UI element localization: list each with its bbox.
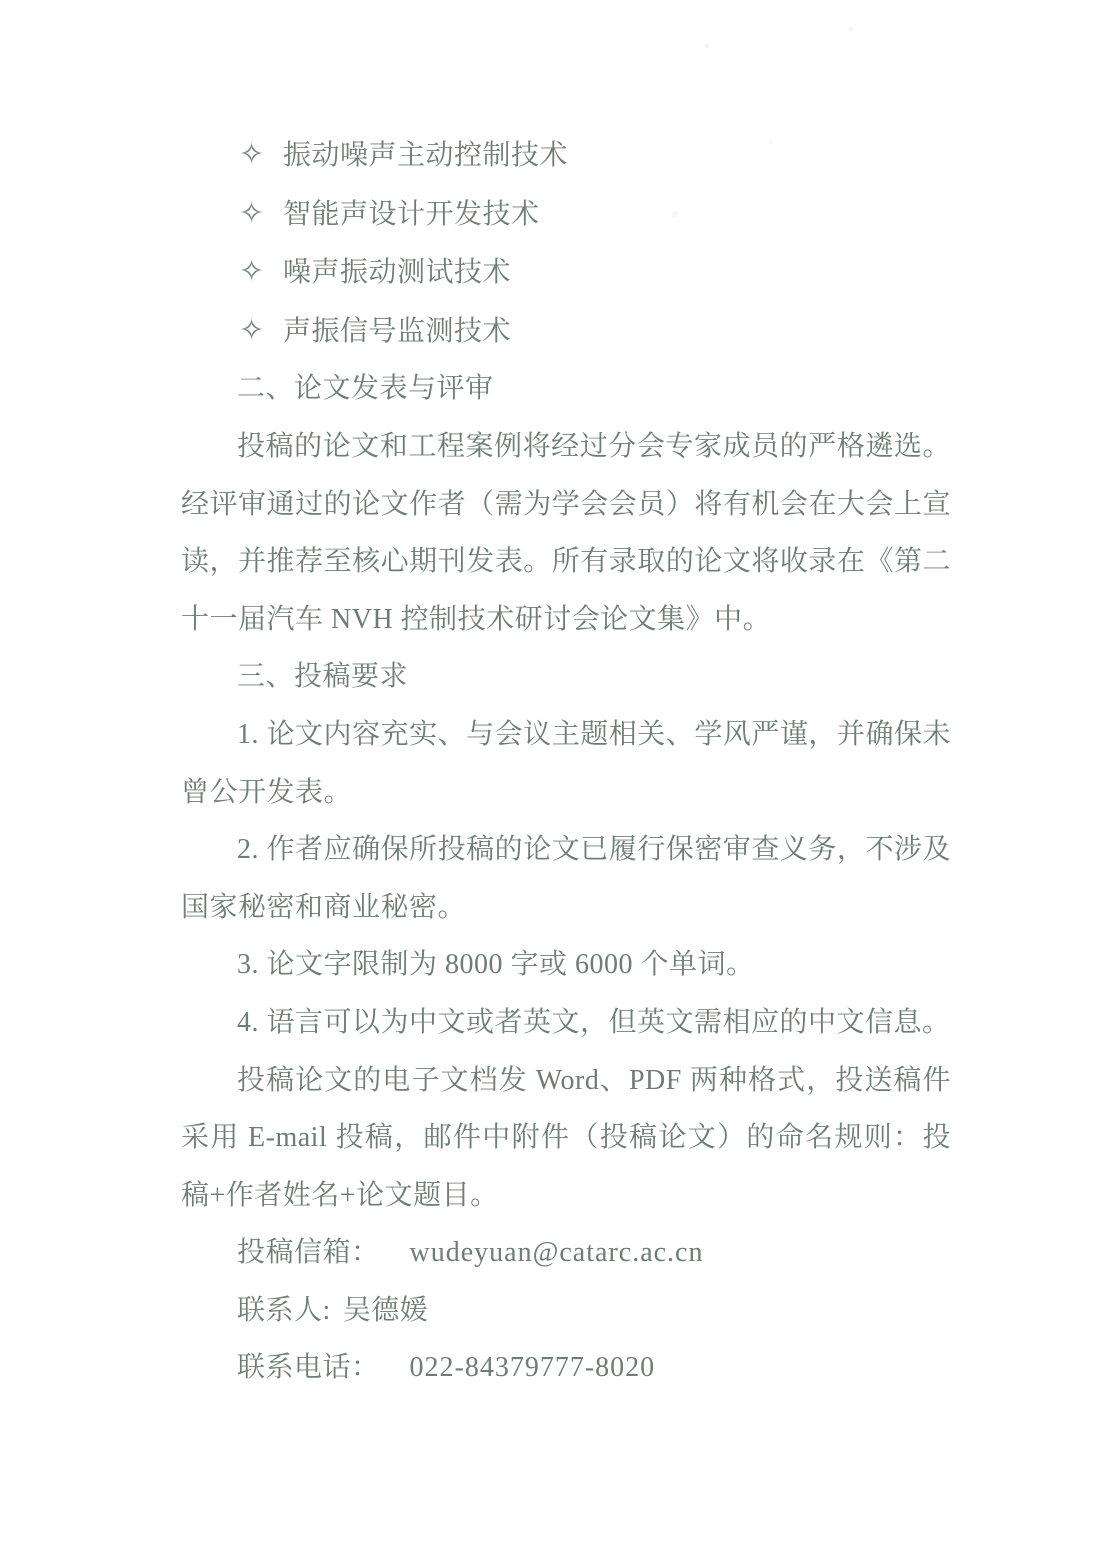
contact-phone-label: 联系电话： [237, 1352, 380, 1384]
contact-person-label: 联系人: [237, 1294, 331, 1326]
list-item [239, 185, 951, 244]
topic-label: 噪声振动测试技术 [283, 257, 512, 289]
paragraph-review: 投稿的论文和工程案例将经过分会专家成员的严格遴选。经评审通过的论文作者（需为学会会员）将有机会在大会上宣读，并推荐至核心期刊发表。所有录取的论文将收录在《第二十一届汽车 NVH 控制技术研讨会论文集》中。 [181, 430, 951, 635]
diamond-bullet-icon: ✧ [239, 138, 265, 171]
requirement-item-2: 2. 作者应确保所投稿的论文已履行保密审查义务，不涉及国家秘密和商业秘密。 [181, 834, 951, 923]
topic-list [181, 126, 951, 360]
diamond-bullet-icon: ✧ [239, 255, 265, 289]
contact-phone-value: 022-84379777-8020 [409, 1352, 656, 1384]
requirement-item-1: 1. 论文内容充实、与会议主题相关、学风严谨，并确保未曾公开发表。 [181, 718, 951, 808]
diamond-bullet-icon: ✧ [239, 196, 265, 230]
contact-person-value: 吴德媛 [342, 1294, 429, 1326]
topic-label: 声振信号监测技术 [283, 315, 512, 347]
list-item [239, 302, 951, 361]
document-body [181, 126, 951, 1397]
topic-label: 智能声设计开发技术 [283, 198, 540, 230]
contact-phone-line [181, 1339, 951, 1397]
list-item [239, 126, 951, 185]
section-heading-review: 二、论文发表与评审 [237, 373, 494, 405]
requirement-item-3: 3. 论文字限制为 8000 字或 6000 个单词。 [237, 949, 755, 981]
list-item [239, 243, 951, 302]
section-heading-requirements: 三、投稿要求 [237, 661, 409, 693]
contact-person-line [181, 1282, 951, 1340]
contact-email-label: 投稿信箱： [237, 1237, 380, 1269]
diamond-bullet-icon: ✧ [239, 313, 265, 347]
paragraph-submission-format: 投稿论文的电子文档发 Word、PDF 两种格式，投送稿件采用 E-mail 投稿，邮件中附件（投稿论文）的命名规则：投稿+作者姓名+论文题目。 [181, 1064, 951, 1211]
requirement-item-4: 4. 语言可以为中文或者英文，但英文需相应的中文信息。 [237, 1006, 951, 1038]
contact-email-line [181, 1224, 951, 1282]
topic-label: 振动噪声主动控制技术 [283, 140, 569, 171]
contact-email-value: wudeyuan@catarc.ac.cn [409, 1237, 704, 1269]
